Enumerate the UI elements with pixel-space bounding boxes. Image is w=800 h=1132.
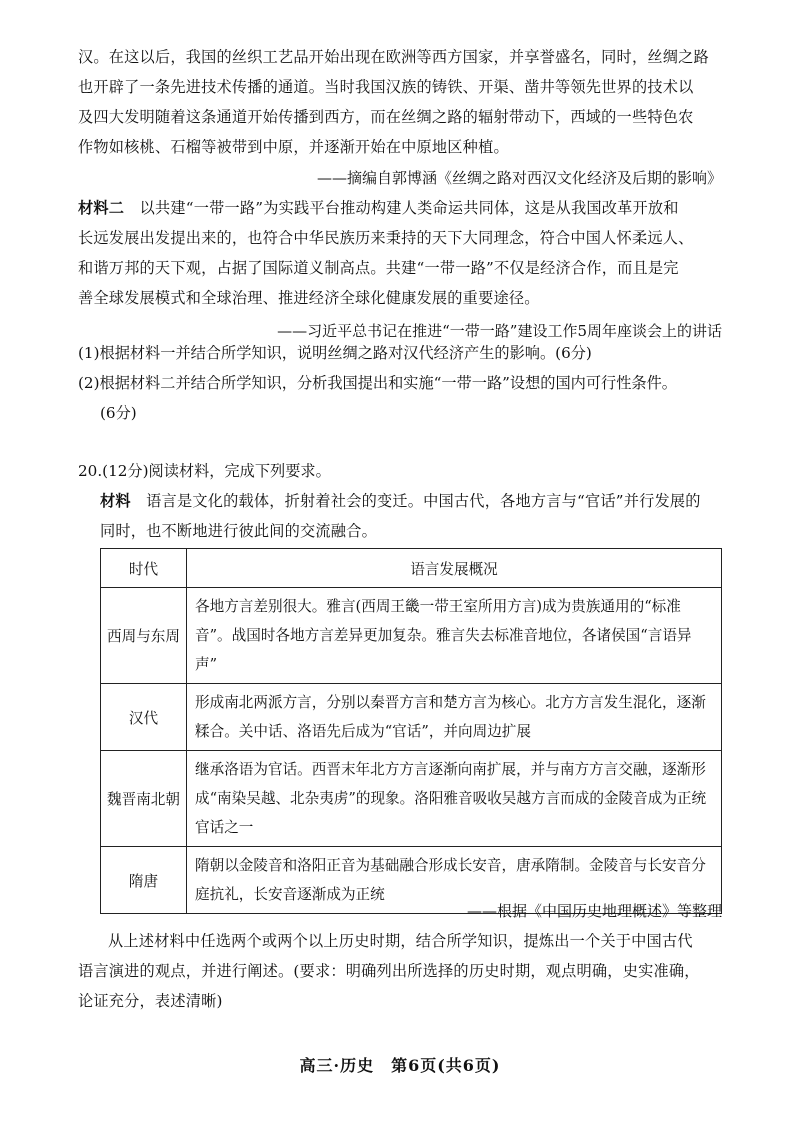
- question-19-1: (1)根据材料一并结合所学知识，说明丝绸之路对汉代经济产生的影响。(6分): [78, 344, 592, 362]
- table-row: [101, 751, 722, 847]
- table-row: [101, 588, 722, 684]
- table-row: [101, 684, 722, 751]
- material-text: 语言是文化的载体，折射着社会的变迁。中国古代，各地方言与“官话”并行发展的: [146, 492, 701, 510]
- text-line: 同时，也不断地进行彼此间的交流融合。: [100, 522, 377, 540]
- text-line: 及四大发明随着这条通道开始传播到西方，而在丝绸之路的辐射带动下，西域的一些特色农: [78, 108, 694, 126]
- header-overview: 语言发展概况: [187, 549, 722, 588]
- text-line: [100, 486, 740, 516]
- page-footer: 高三·历史 第6页(共6页): [299, 1056, 501, 1075]
- material1-source: ——摘编自郭博涵《丝绸之路对西汉文化经济及后期的影响》: [316, 169, 722, 187]
- material1-paragraph: [78, 42, 738, 162]
- era-cell: 魏晋南北朝: [101, 751, 187, 847]
- text-line: 也开辟了一条先进技术传播的通道。当时我国汉族的铸铁、开渠、凿井等领先世界的技术以: [78, 78, 694, 96]
- era-cell: 西周与东周: [101, 588, 187, 684]
- table-source: ——根据《中国历史地理概述》等整理: [466, 902, 722, 920]
- material-label: 材料: [100, 492, 131, 510]
- text-line: 和谐万邦的天下观，占据了国际道义制高点。共建“一带一路”不仅是经济合作，而且是完: [78, 259, 679, 277]
- language-development-table: [100, 548, 722, 914]
- material2-source: ——习近平总书记在推进“一带一路”建设工作5周年座谈会上的讲话: [277, 322, 722, 340]
- text-line: 汉。在这以后，我国的丝织工艺品开始出现在欧洲等西方国家，并享誉盛名，同时，丝绸之路: [78, 48, 709, 66]
- text-line: 善全球发展模式和全球治理、推进经济全球化健康发展的重要途径。: [78, 289, 540, 307]
- desc-cell: 各地方言差别很大。雅言(西周王畿一带王室所用方言)成为贵族通用的“标准音”。战国时各地方言差异更加复杂。雅言失去标准音地位，各诸侯国“言语异声”: [187, 588, 722, 684]
- desc-cell: 形成南北两派方言，分别以秦晋方言和楚方言为核心。北方方言发生混化，逐渐糅合。关中话、洛语先后成为“官话”，并向周边扩展: [187, 684, 722, 751]
- material2-paragraph: [78, 193, 738, 313]
- text-line: 作物如核桃、石榴等被带到中原，并逐渐开始在中原地区种植。: [78, 138, 509, 156]
- desc-cell: 隋朝以金陵音和洛阳正音为基础融合形成长安音，唐承隋制。金陵音与长安音分庭抗礼，长安音逐渐成为正统: [187, 847, 722, 914]
- table-header-row: [101, 549, 722, 588]
- text-line: 语言演进的观点，并进行阐述。(要求：明确列出所选择的历史时期，观点明确，史实准确，: [78, 962, 700, 980]
- era-cell: 汉代: [101, 684, 187, 751]
- task-paragraph: [78, 926, 738, 1016]
- header-era: 时代: [101, 549, 187, 588]
- material-paragraph: [100, 486, 740, 546]
- question-19-2-score: (6分): [100, 404, 137, 422]
- question-19-2: (2)根据材料二并结合所学知识，分析我国提出和实施“一带一路”设想的国内可行性条件。: [78, 374, 677, 392]
- material2-text: 以共建“一带一路”为实践平台推动构建人类命运共同体，这是从我国改革开放和: [139, 199, 679, 217]
- desc-cell: 继承洛语为官话。西晋末年北方方言逐渐向南扩展，并与南方方言交融，逐渐形成“南染吴越、北杂夷虏”的现象。洛阳雅音吸收吴越方言而成的金陵音成为正统官话之一: [187, 751, 722, 847]
- text-line: 长远发展出发提出来的，也符合中华民族历来秉持的天下大同理念，符合中国人怀柔远人、: [78, 229, 694, 247]
- text-line: 从上述材料中任选两个或两个以上历史时期，结合所学知识，提炼出一个关于中国古代: [108, 932, 693, 950]
- question-20-header: 20.(12分)阅读材料，完成下列要求。: [78, 462, 331, 480]
- material2-label: 材料二: [78, 199, 125, 217]
- text-line: 论证充分，表述清晰): [78, 992, 223, 1010]
- text-line: [78, 193, 738, 223]
- era-cell: 隋唐: [101, 847, 187, 914]
